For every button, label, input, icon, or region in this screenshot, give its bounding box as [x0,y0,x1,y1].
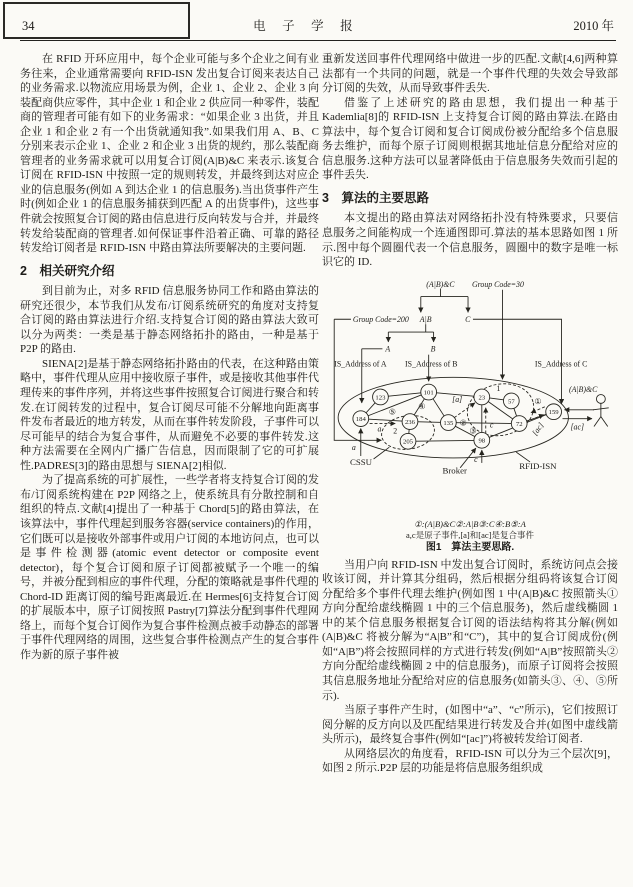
step-2: ② [459,418,467,428]
page-number: 34 [22,19,35,33]
figure-1 [322,273,618,555]
composite-a-arrow [454,403,475,418]
c-event-in-label: c [474,454,478,464]
is-node [511,415,527,431]
svg-text:184: 184 [355,415,366,423]
figure-1-diagram [322,273,618,519]
svg-text:23: 23 [478,394,486,402]
tree-ab-label: A|B [419,314,432,324]
subscriber-stick-figure-icon [593,394,609,426]
is-node [474,389,490,405]
paragraph: 本文提出的路由算法对网络拓扑没有特殊要求，只要信息服务之间能构成一个连通图即可.算法的基本思路如图 1 所示.图中每个圆圈代表一个信息服务，圆圈中的数字是唯一标识它的 ID. [322,212,618,269]
cssu-label: CSSU [349,456,373,467]
is-address-b-label: IS_Address of B [405,359,458,369]
composite-a-label: [a] [452,394,463,404]
is-node [402,413,418,429]
tree-c-label: C [465,314,471,324]
c-event-flow-label: c [489,420,494,430]
broker-label: Broker [442,465,468,476]
paragraph: 当原子事件产生时，(如图中“a”、“c”所示)，它们按照订阅分解的反方向以及匹配结果进行转发及合并(如图中虚线箭头所示)，最终复合事件(例如“[ac]”)将被转发给订阅者. [322,704,618,746]
is-node [474,432,490,448]
svg-text:98: 98 [478,437,486,445]
paragraph: SIENA[2]是基于静态网络拓扑路由的代表，在这种路由策略中，事件代理从应用中接收原子事件，或是接收其他事件代理传来的事件序列，并将这些事件按照复合订阅进行聚合和转发.在订阅转发的过程中，复合订阅尽可能不分解地向距离事件发布者最近的地方转发，从而在事件转发阶段，子事件可以尽可能早的结合为复合事件，从而避免不必要的事件转发.这种方法需要在全网内广播广告信息，因而限制了它的可扩展性.PADRES[3]的路由思想与 SIENA[2]相似. [20,357,319,472]
subscriber [562,385,608,431]
svg-text:135: 135 [443,419,454,427]
svg-text:72: 72 [515,420,523,428]
left-column [20,52,319,662]
svg-text:123: 123 [375,394,386,402]
paragraph: 当用户向 RFID-ISN 中发出复合订阅时，系统访问点会接收该订阅，并计算其分组码，然后根据分组码将该复合订阅分配给多个事件代理去维护(例如图 1 中(A|B)&C 按照箭头①方向分配给虚线椭圆 1 中的三个信息服务)，然后虚线椭圆 1 中的某个信息服务根据复合订阅的语法结构将其分解(例如(A|B)&C 将被分解为“A|B”和“C”)，其中的复合订阅成份(例如“A|B”)将会按照同样的方式进行转发(例如“A|B”按照箭头②方向分配给虚线椭圆 2 中的信息服务)，而原子订阅将会按照其信息服务地址分配给对应的信息服务(如箭头③、④、⑤所示). [322,558,618,702]
svg-text:57: 57 [507,398,515,406]
region-1-number: 1 [496,383,501,393]
tree-b-label: B [430,344,436,354]
ac-out-label: [ac] [570,422,585,432]
is-node [373,389,389,405]
is-node [353,410,369,426]
rfid-isn-label: RFID-ISN [519,460,557,471]
is-address-a-label: IS_Address of A [334,359,387,369]
step-5: ⑤ [388,407,396,417]
paragraph: 借鉴了上述研究的路由思想，我们提出一种基于 Kademlia[8]的 RFID-ISN 上支持复合订阅的路由算法.在路由算法中，每个复合订阅和复合订阅成份被分配给多个信息服务去维护，而每个原子订阅则根据其地址信息分配给对应的信息服务.这种方法可以显著降低由于信息服务失效而引起的事件丢失. [322,96,618,182]
figure-1-caption: 图1 算法主要思路. [425,541,515,553]
is-node [546,404,562,420]
is-address-c-label: IS_Address of C [534,359,588,369]
figure-1-legend-steps: ①:(A|B)&C②:A|B③:C④:B⑤:A [414,518,526,529]
is-node [503,393,519,409]
tree-root-label: (A|B)&C [426,279,455,289]
step-4: ④ [418,401,426,411]
callout-labels [350,447,557,476]
is-node [400,433,416,449]
group-code-200-label: Group Code=200 [352,314,409,324]
journal-title: 电 子 学 报 [253,19,355,33]
right-column [322,52,618,776]
section-heading-3: 3 算法的主要思路 [322,190,429,205]
paragraph: 从网络层次的角度看，RFID-ISN 可以分为三个层次[9]，如图 2 所示.P2P 层的功能是将信息服务组织成 [322,747,618,775]
region-2-number: 2 [393,426,398,436]
header-rule [20,40,616,41]
step-1: ① [534,396,542,406]
group-code-30-label: Group Code=30 [471,279,524,289]
paragraph: 在 RFID 开环应用中，每个企业可能与多个企业之间有业务往来，企业通常需要向 RFID-ISN 发出复合订阅来表达自己的业务需求.以物流应用场景为例，企业 1、企业 2、企业 3 向装配商供应零件，其中企业 1 和企业 2 供应同一种零件，装配商的管理者可能有如下的业务需求：“如果企业 3 出货，并且企业 1 和企业 2 有一个出货就通知我”.如果我们用 A、B、C 分别来表示企业 1、企业 2 和企业 3 出货的规约，那么装配商管理者的业务需求就可以用复合订阅(A|B)&C 来表示.该复合订阅在 RFID-ISN 中按照一定的规则转发，并最终到达对应企业的信息服务(例如 A 到达企业 1 的信息服务).当出货事件产生时(例如企业 1 的信息服务捕获到匹配 A 的出货事件)，这些事件就会按照复合订阅的路由信息进行反向转发与合并，并最终转发给装配商的管理者.如何保证事件沿着正确、可靠的路径转发给订阅者是 RFID-ISN 中路由算法所要解决的主要问题. [20,53,319,255]
paragraph: 重新发送回事件代理网络中做进一步的匹配.文献[4,6]两种算法都有一个共同的问题，就是一个事件代理的失效会导致部分订阅的失效，从而导致事件丢失. [322,53,618,95]
figure-1-legend-events: a,c是原子事件,[a]和[ac]是复合事件 [406,529,534,540]
publication-year: 2010 年 [573,19,614,33]
paragraph: 到目前为止，对多 RFID 信息服务协同工作和路由算法的研究还很少，本节我们从发布/订阅系统研究的角度对支持复合订阅的路由算法进行介绍.支持复合订阅的路由算法大致可以分为两类：一类是基于静态网络拓扑的路由，一种是基于 P2P 的路由. [20,285,319,356]
composite-ac-label: [ac] [530,420,546,437]
paragraph: 为了提高系统的可扩展性，一些学者将支持复合订阅的发布/订阅系统构建在 P2P 网络之上，使系统具有分散控制和自组织的特点.文献[4]提出了一种基于 Chord[5]的路由算法，在该算法中，事件代理起到服务容器(service containers)的作用，它们既可以是接收外部事件或用户订阅的本地访问点，也可以是事件检测器(atomic event detector or composite event detector)，每个复合订阅和原子订阅都被赋予一个唯一的编号，并被分配到相应的事件代理，分配的策略就是事件代理的 Chord-ID 距离订阅的编号距离最近.在 Hermes[6]支持复合订阅的扩展版本中，原子订阅按照 Pastry[7]算法分配到事件代理网络上，而每个复合订阅作为复合事件检测点被手动静态的部署于事件代理网络的周围，这些复合事件检测点产生的复合事件作为新的原子事件被 [20,474,319,661]
svg-text:236: 236 [404,418,415,426]
svg-text:159: 159 [548,408,559,416]
step-3: ③ [469,426,477,436]
tree-a-label: A [385,344,391,354]
page-header [22,16,614,34]
is-node [421,384,437,400]
subscriber-subscription-label: (A|B)&C [568,384,598,394]
svg-text:205: 205 [402,438,414,446]
is-node [440,414,456,430]
a-event-in-label: a [351,442,356,452]
a-event-flow-label: a [377,424,382,434]
svg-text:101: 101 [423,389,434,397]
section-heading-2: 2 相关研究介绍 [20,263,115,278]
